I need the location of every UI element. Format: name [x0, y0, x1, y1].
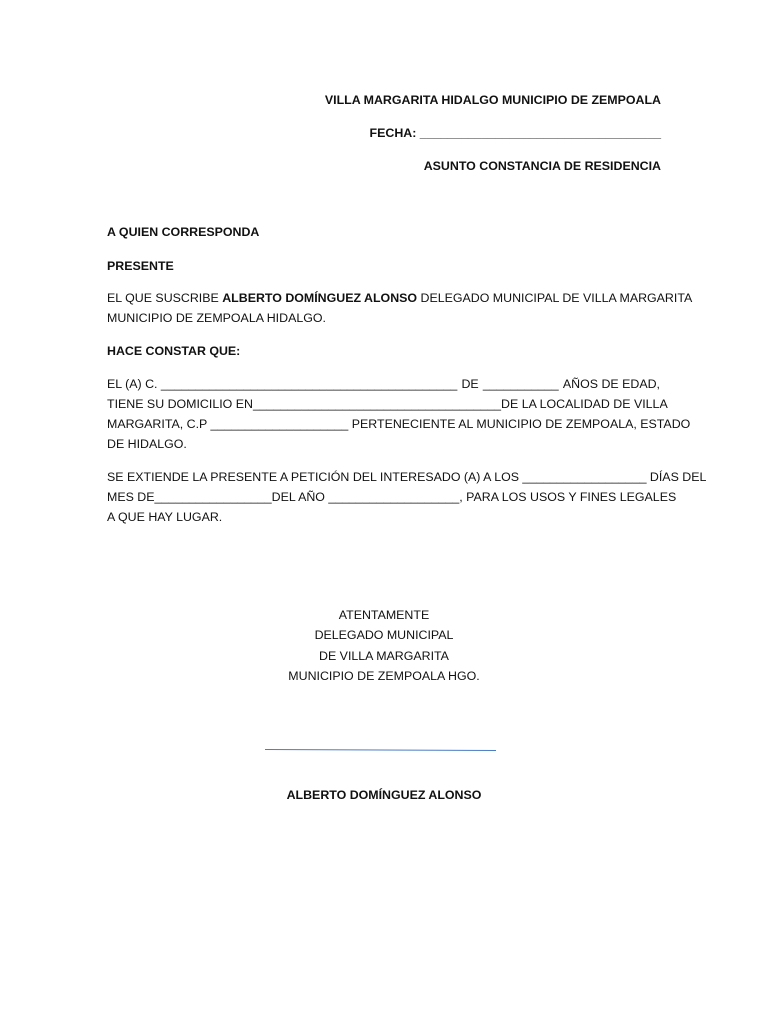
month-blank: _________________	[154, 490, 272, 504]
closing-line1: ATENTAMENTE	[338, 608, 430, 622]
signer-name: ALBERTO DOMÍNGUEZ ALONSO	[286, 788, 482, 802]
signer-name-inline: ALBERTO DOMÍNGUEZ ALONSO	[222, 291, 418, 305]
body2-line1: SE EXTIENDE LA PRESENTE A PETICIÓN DEL INTERESADO (A) A LOS __________________ DÍAS DEL	[107, 470, 707, 484]
date-label: FECHA:	[369, 126, 417, 140]
body2-line2	[107, 487, 677, 507]
body1-line1	[107, 374, 660, 394]
body2-l2-c: DEL AÑO ___________________, PARA LOS USOS Y FINES LEGALES	[271, 490, 677, 504]
closing-block	[0, 605, 768, 686]
salutation-line1: A QUIEN CORRESPONDA	[107, 225, 260, 239]
header-subject: ASUNTO CONSTANCIA DE RESIDENCIA	[423, 159, 661, 173]
signature-line	[265, 749, 496, 751]
closing-line3: DE VILLA MARGARITA	[319, 648, 449, 663]
body1-l2-a: TIENE SU DOMICILIO EN	[107, 397, 253, 411]
intro-prefix: EL QUE SUSCRIBE	[107, 291, 219, 305]
age-blank: ___________	[482, 377, 559, 391]
body2-l2-a: MES DE	[107, 490, 155, 504]
salutation-line2: PRESENTE	[107, 259, 174, 273]
header-date	[370, 126, 661, 140]
body-paragraph-1	[107, 374, 691, 454]
declare-heading: HACE CONSTAR QUE:	[107, 344, 241, 358]
body1-l1-a: EL (A) C. ___________________________________________	[107, 377, 458, 391]
body1-l2-c: DE LA LOCALIDAD DE VILLA	[501, 397, 668, 411]
body1-line2	[107, 394, 668, 414]
closing-line2: DELEGADO MUNICIPAL	[314, 628, 454, 643]
address-blank: ____________________________________	[252, 397, 502, 411]
intro-paragraph	[107, 288, 693, 328]
date-blank: ___________________________________	[419, 126, 661, 140]
body1-l1-b: DE	[461, 377, 479, 391]
body2-line3: A QUE HAY LUGAR.	[107, 510, 223, 524]
body1-l1-d: AÑOS DE EDAD,	[562, 377, 660, 391]
body-paragraph-2	[107, 467, 707, 527]
intro-suffix: DELEGADO MUNICIPAL DE VILLA MARGARITA	[420, 291, 693, 305]
body1-line4: DE HIDALGO.	[107, 437, 187, 451]
header-place: VILLA MARGARITA HIDALGO MUNICIPIO DE ZEMPOALA	[324, 93, 661, 107]
closing-line4: MUNICIPIO DE ZEMPOALA HGO.	[288, 668, 480, 683]
body1-line3: MARGARITA, C.P ____________________ PERTENECIENTE AL MUNICIPIO DE ZEMPOALA, ESTADO	[107, 417, 691, 431]
intro-line2: MUNICIPIO DE ZEMPOALA HIDALGO.	[107, 311, 326, 325]
intro-line1	[107, 288, 693, 308]
